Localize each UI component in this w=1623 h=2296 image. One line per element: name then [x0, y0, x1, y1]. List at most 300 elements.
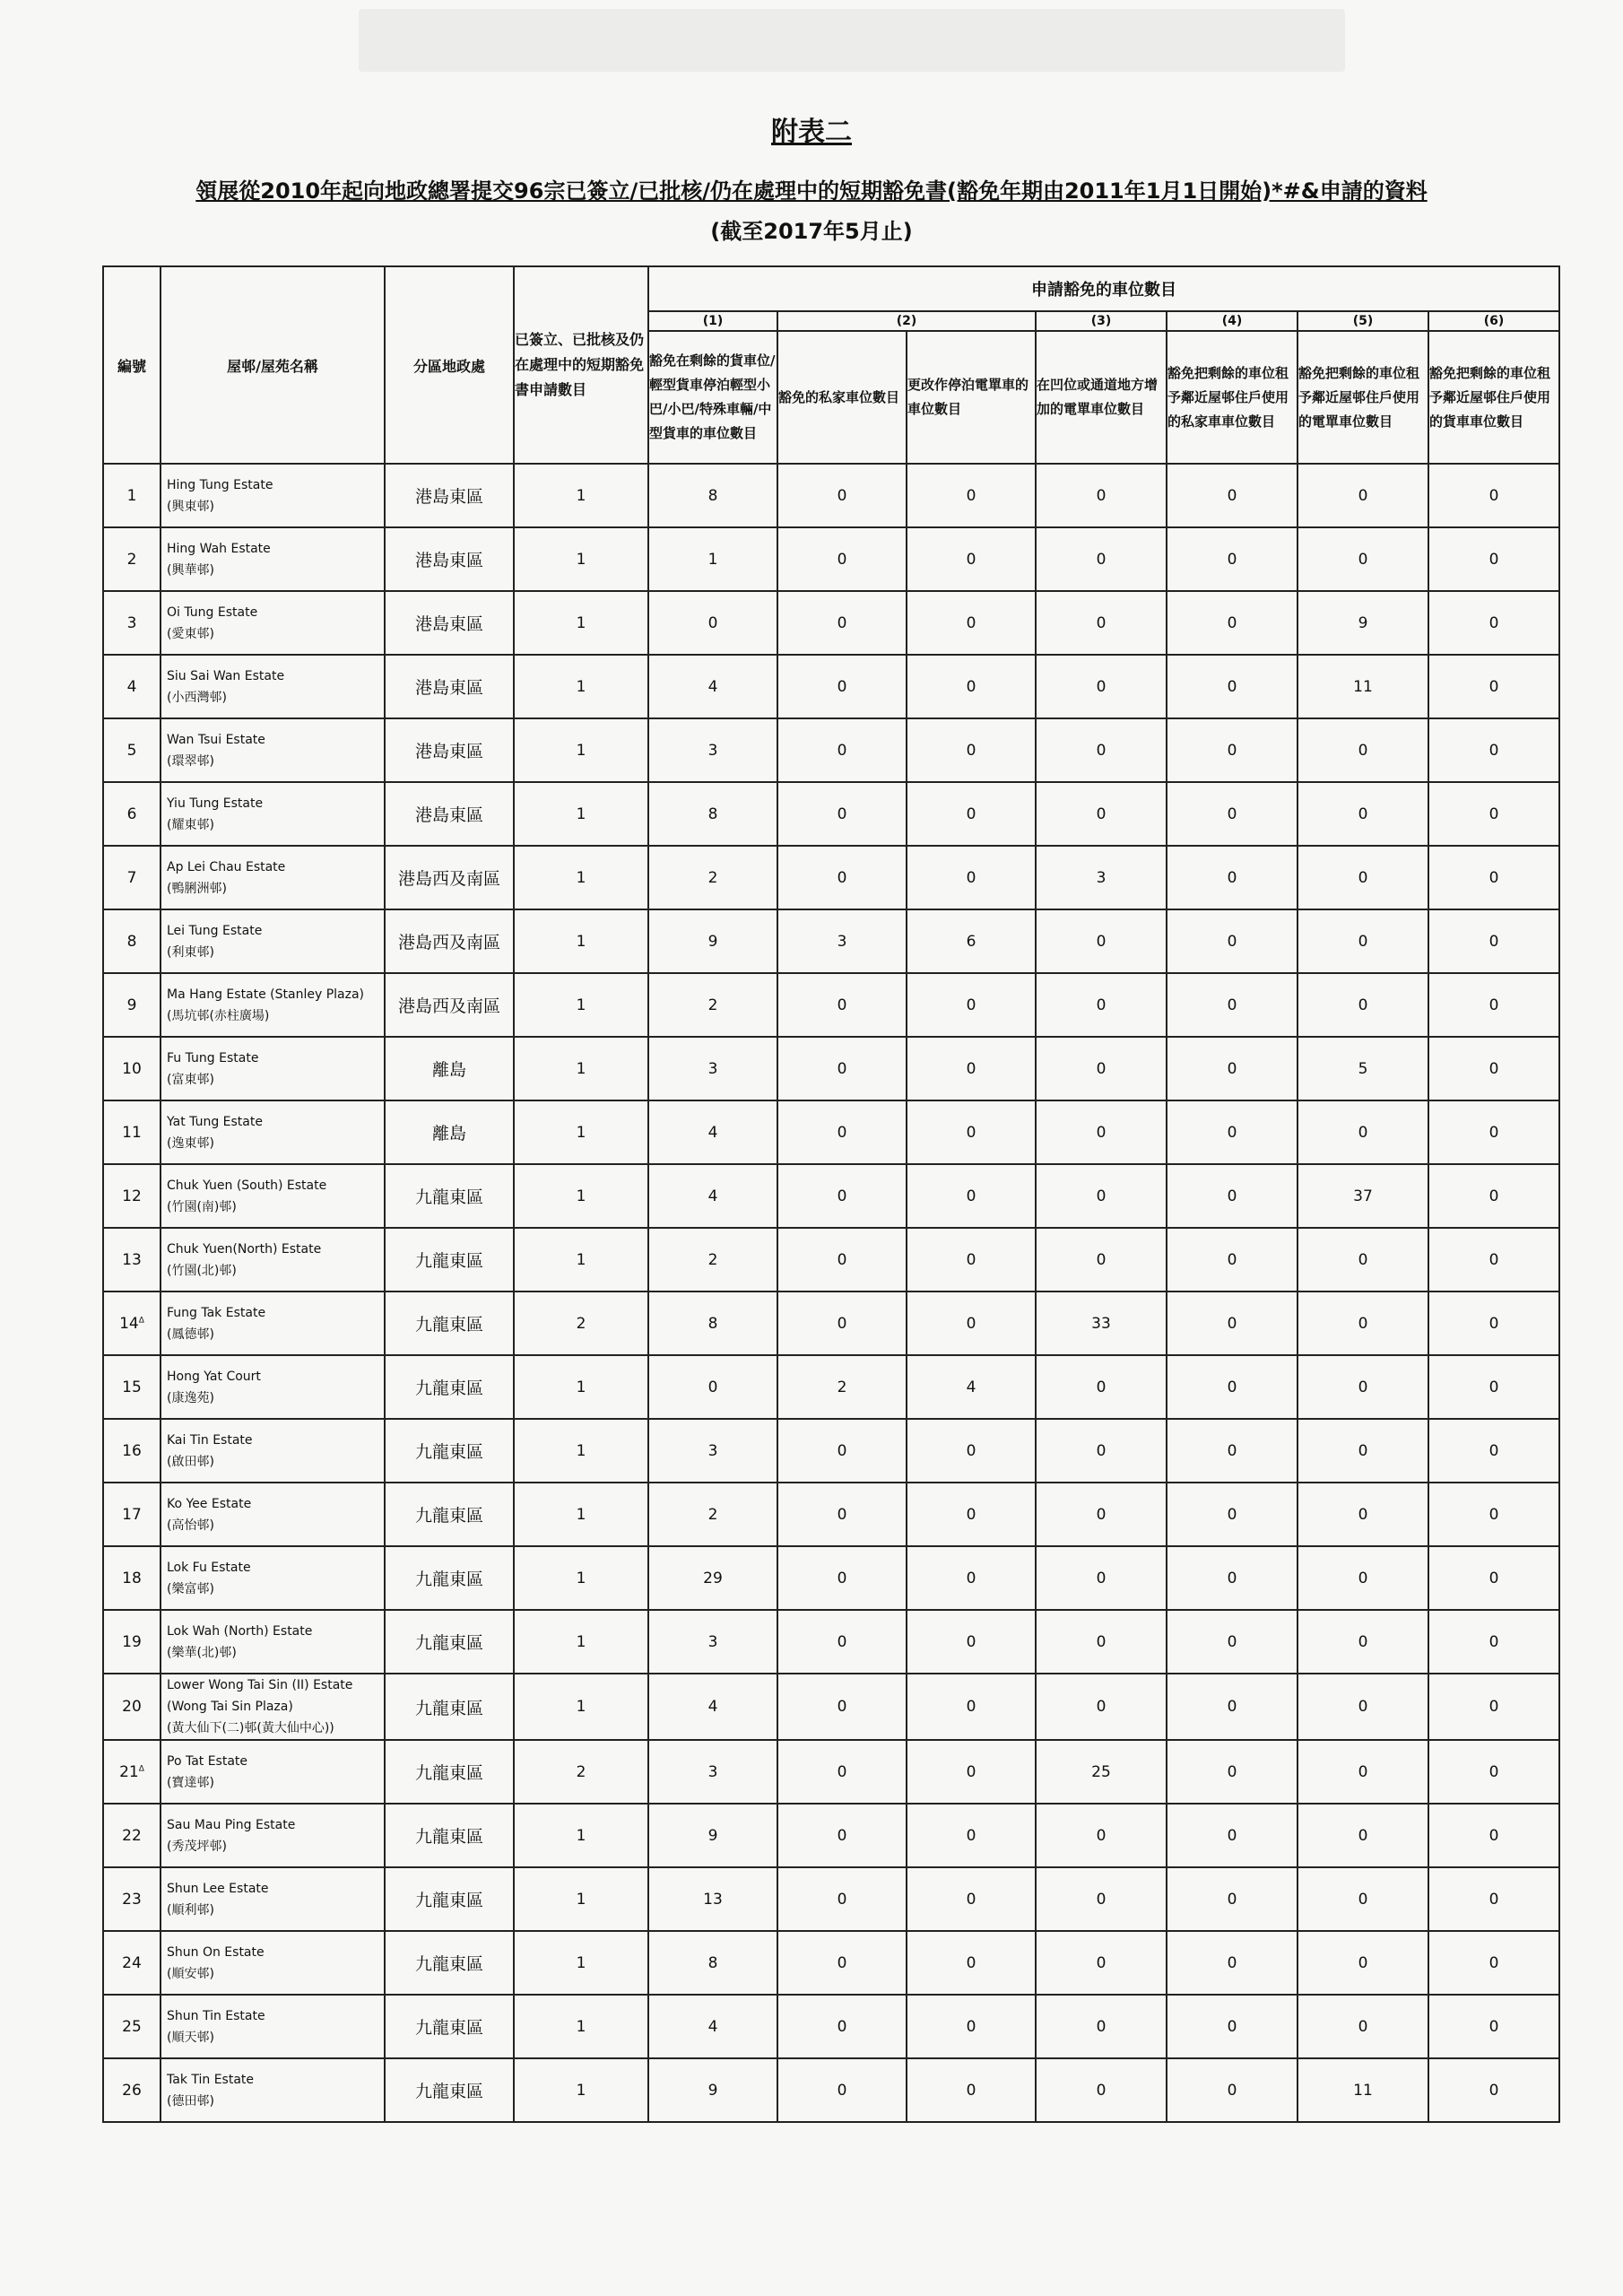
cell-c2b: 0 — [907, 655, 1036, 718]
cell-c2a: 0 — [777, 1867, 907, 1931]
cell-c2b: 0 — [907, 1546, 1036, 1610]
table-row — [103, 1228, 1559, 1292]
cell-applications: 1 — [514, 1674, 648, 1740]
cell-c2a: 0 — [777, 1037, 907, 1100]
estate-zh: (康逸苑) — [167, 1390, 214, 1405]
cell-c1: 2 — [648, 1483, 777, 1546]
row-number: 23 — [122, 1890, 142, 1909]
cell-c4: 0 — [1167, 782, 1298, 846]
cell-c1: 9 — [648, 909, 777, 973]
header-no: 編號 — [103, 266, 161, 464]
row-number: 26 — [122, 2081, 142, 2100]
cell-no — [103, 1546, 161, 1610]
estate-zh: (興華邨) — [167, 562, 214, 578]
cell-district: 九龍東區 — [385, 1419, 514, 1483]
cell-c6: 0 — [1428, 1292, 1559, 1355]
row-number: 14 — [119, 1314, 139, 1333]
table-row — [103, 1674, 1559, 1740]
cell-c2a: 0 — [777, 1931, 907, 1995]
cell-c6: 0 — [1428, 1867, 1559, 1931]
cell-c3: 0 — [1036, 718, 1167, 782]
table-row — [103, 1100, 1559, 1164]
cell-c1: 1 — [648, 527, 777, 591]
row-mark: Δ — [138, 1763, 144, 1773]
estate-en: Kai Tin Estate — [167, 1432, 253, 1448]
cell-c1: 2 — [648, 973, 777, 1037]
estate-en: Hing Tung Estate — [167, 477, 273, 492]
cell-estate — [161, 1292, 385, 1355]
cell-c5: 0 — [1298, 1804, 1428, 1867]
cell-district: 港島東區 — [385, 464, 514, 527]
cell-estate — [161, 1228, 385, 1292]
cell-c2a: 0 — [777, 846, 907, 909]
cell-c6: 0 — [1428, 1100, 1559, 1164]
cell-c2a: 0 — [777, 1804, 907, 1867]
cell-c1: 3 — [648, 718, 777, 782]
cell-c5: 0 — [1298, 1610, 1428, 1674]
cell-c2a: 0 — [777, 1483, 907, 1546]
estate-en: Hong Yat Court — [167, 1369, 261, 1384]
cell-c5: 11 — [1298, 655, 1428, 718]
row-number: 4 — [126, 677, 137, 696]
header-sub-private-car: 豁免的私家車位數目 — [777, 331, 907, 464]
cell-c2a: 0 — [777, 1100, 907, 1164]
estate-zh: (德田邨) — [167, 2093, 214, 2109]
estate-zh: (興東邨) — [167, 499, 214, 514]
estate-zh: (寶達邨) — [167, 1775, 214, 1790]
cell-estate — [161, 718, 385, 782]
cell-district: 港島東區 — [385, 591, 514, 655]
estate-en: Lower Wong Tai Sin (II) Estate (Wong Tai Sin Plaza) — [167, 1678, 353, 1714]
cell-c4: 0 — [1167, 655, 1298, 718]
cell-estate — [161, 1037, 385, 1100]
waiver-table — [102, 265, 1560, 2123]
cell-c3: 0 — [1036, 1037, 1167, 1100]
cell-c1: 4 — [648, 655, 777, 718]
header-applications: 已簽立、已批核及仍在處理中的短期豁免書申請數目 — [514, 266, 648, 464]
table-row — [103, 1610, 1559, 1674]
cell-district: 港島東區 — [385, 655, 514, 718]
estate-zh: (利東邨) — [167, 944, 214, 960]
cell-c5: 11 — [1298, 2058, 1428, 2122]
cell-c2b: 0 — [907, 846, 1036, 909]
cell-c2b: 0 — [907, 718, 1036, 782]
cell-c2b: 0 — [907, 1164, 1036, 1228]
cell-c2b: 0 — [907, 1037, 1036, 1100]
cell-applications: 1 — [514, 655, 648, 718]
cell-c5: 0 — [1298, 973, 1428, 1037]
cell-c4: 0 — [1167, 1228, 1298, 1292]
header-col-1: (1) — [648, 311, 777, 331]
cell-c6: 0 — [1428, 1355, 1559, 1419]
table-row — [103, 718, 1559, 782]
cell-applications: 1 — [514, 2058, 648, 2122]
cell-no — [103, 527, 161, 591]
cell-applications: 2 — [514, 1740, 648, 1804]
header-col-4: (4) — [1167, 311, 1298, 331]
cell-c2b: 0 — [907, 1804, 1036, 1867]
row-number: 6 — [126, 804, 137, 823]
cell-c2a: 0 — [777, 464, 907, 527]
table-row — [103, 464, 1559, 527]
estate-zh: (順天邨) — [167, 2030, 214, 2045]
cell-c2a: 0 — [777, 782, 907, 846]
cell-no — [103, 1610, 161, 1674]
cell-applications: 1 — [514, 464, 648, 527]
cell-c1: 13 — [648, 1867, 777, 1931]
row-number: 7 — [126, 868, 137, 887]
cell-district: 九龍東區 — [385, 1804, 514, 1867]
cell-c3: 0 — [1036, 1931, 1167, 1995]
cell-c4: 0 — [1167, 1100, 1298, 1164]
cell-no — [103, 1740, 161, 1804]
cell-c2a: 0 — [777, 1674, 907, 1740]
cell-c2a: 0 — [777, 527, 907, 591]
cell-c5: 0 — [1298, 1228, 1428, 1292]
cell-c2a: 0 — [777, 1610, 907, 1674]
cell-c3: 0 — [1036, 1483, 1167, 1546]
header-sub-add-motorcycle: 在凹位或通道地方增加的電單車位數目 — [1036, 331, 1167, 464]
cell-no — [103, 909, 161, 973]
cell-c5: 0 — [1298, 782, 1428, 846]
cell-c2b: 0 — [907, 1995, 1036, 2058]
cell-c3: 0 — [1036, 527, 1167, 591]
cell-c2b: 0 — [907, 1419, 1036, 1483]
estate-zh: (富東邨) — [167, 1072, 214, 1087]
cell-c4: 0 — [1167, 909, 1298, 973]
estate-en: Chuk Yuen (South) Estate — [167, 1178, 327, 1193]
cell-estate — [161, 782, 385, 846]
cell-c2a: 2 — [777, 1355, 907, 1419]
cell-district: 九龍東區 — [385, 2058, 514, 2122]
cell-c2b: 0 — [907, 527, 1036, 591]
cell-estate — [161, 1483, 385, 1546]
cell-no — [103, 973, 161, 1037]
cell-estate — [161, 1419, 385, 1483]
estate-en: Yat Tung Estate — [167, 1114, 263, 1129]
cell-c6: 0 — [1428, 846, 1559, 909]
row-number: 20 — [122, 1698, 142, 1716]
page-title: 附表二 — [771, 117, 852, 148]
cell-no — [103, 1100, 161, 1164]
cell-no — [103, 782, 161, 846]
row-mark: Δ — [138, 1315, 144, 1325]
cell-c1: 8 — [648, 1931, 777, 1995]
cell-district: 九龍東區 — [385, 1483, 514, 1546]
cell-estate — [161, 527, 385, 591]
cell-applications: 1 — [514, 846, 648, 909]
row-number: 25 — [122, 2017, 142, 2036]
cell-c5: 9 — [1298, 591, 1428, 655]
cell-c2a: 0 — [777, 655, 907, 718]
cell-estate — [161, 846, 385, 909]
row-number: 5 — [126, 741, 137, 760]
cell-applications: 1 — [514, 591, 648, 655]
cell-c5: 0 — [1298, 1483, 1428, 1546]
cell-applications: 1 — [514, 1100, 648, 1164]
estate-en: Oi Tung Estate — [167, 604, 258, 620]
cell-c1: 3 — [648, 1419, 777, 1483]
cell-estate — [161, 2058, 385, 2122]
cell-no — [103, 1674, 161, 1740]
cell-c1: 9 — [648, 2058, 777, 2122]
cell-c4: 0 — [1167, 1931, 1298, 1995]
cell-c3: 0 — [1036, 909, 1167, 973]
header-spaces: 申請豁免的車位數目 — [648, 266, 1559, 311]
estate-zh: (啟田邨) — [167, 1454, 214, 1469]
cell-c4: 0 — [1167, 718, 1298, 782]
cell-applications: 1 — [514, 782, 648, 846]
cell-c2b: 0 — [907, 1100, 1036, 1164]
cell-c2b: 0 — [907, 1610, 1036, 1674]
cell-c4: 0 — [1167, 1483, 1298, 1546]
cell-c4: 0 — [1167, 2058, 1298, 2122]
estate-zh: (環翠邨) — [167, 753, 214, 769]
cell-c6: 0 — [1428, 782, 1559, 846]
cell-district: 離島 — [385, 1037, 514, 1100]
cell-district: 九龍東區 — [385, 1674, 514, 1740]
cell-c2b: 0 — [907, 1483, 1036, 1546]
cell-c5: 5 — [1298, 1037, 1428, 1100]
cell-c5: 0 — [1298, 1867, 1428, 1931]
cell-estate — [161, 591, 385, 655]
cell-district: 港島西及南區 — [385, 846, 514, 909]
cell-district: 港島東區 — [385, 718, 514, 782]
estate-zh: (順利邨) — [167, 1902, 214, 1918]
cell-c5: 0 — [1298, 1292, 1428, 1355]
cell-c3: 0 — [1036, 1610, 1167, 1674]
cell-c1: 2 — [648, 1228, 777, 1292]
cell-c3: 25 — [1036, 1740, 1167, 1804]
cell-c2a: 3 — [777, 909, 907, 973]
cell-district: 九龍東區 — [385, 1931, 514, 1995]
cell-c1: 29 — [648, 1546, 777, 1610]
cell-estate — [161, 1355, 385, 1419]
table-row — [103, 2058, 1559, 2122]
cell-district: 九龍東區 — [385, 1740, 514, 1804]
cell-c2b: 6 — [907, 909, 1036, 973]
table-row — [103, 1292, 1559, 1355]
cell-c6: 0 — [1428, 1164, 1559, 1228]
table-row — [103, 782, 1559, 846]
cell-estate — [161, 464, 385, 527]
cell-district: 九龍東區 — [385, 1228, 514, 1292]
row-number: 11 — [122, 1123, 142, 1142]
cell-c5: 0 — [1298, 1995, 1428, 2058]
row-number: 3 — [126, 613, 137, 632]
cell-no — [103, 1037, 161, 1100]
estate-zh: (高怡邨) — [167, 1518, 214, 1533]
cell-no — [103, 846, 161, 909]
cell-c4: 0 — [1167, 1037, 1298, 1100]
cell-no — [103, 718, 161, 782]
header-sub-convert-motorcycle: 更改作停泊電單車的車位數目 — [907, 331, 1036, 464]
cell-applications: 1 — [514, 909, 648, 973]
cell-c5: 0 — [1298, 1355, 1428, 1419]
scan-shadow — [359, 9, 1345, 72]
header-col-2: (2) — [777, 311, 1036, 331]
estate-zh: (竹園(北)邨) — [167, 1263, 237, 1278]
estate-zh: (鳳德邨) — [167, 1326, 214, 1342]
cell-district: 離島 — [385, 1100, 514, 1164]
cell-c3: 0 — [1036, 2058, 1167, 2122]
table-row — [103, 1867, 1559, 1931]
cell-c2b: 4 — [907, 1355, 1036, 1419]
cell-c3: 33 — [1036, 1292, 1167, 1355]
cell-district: 港島東區 — [385, 527, 514, 591]
cell-c1: 4 — [648, 1164, 777, 1228]
estate-en: Ma Hang Estate (Stanley Plaza) — [167, 987, 365, 1002]
cell-applications: 1 — [514, 1419, 648, 1483]
cell-district: 九龍東區 — [385, 1355, 514, 1419]
cell-applications: 1 — [514, 1037, 648, 1100]
cell-applications: 1 — [514, 1164, 648, 1228]
as-of-date: (截至2017年5月止) — [710, 219, 913, 244]
cell-c2b: 0 — [907, 2058, 1036, 2122]
table-row — [103, 527, 1559, 591]
cell-c6: 0 — [1428, 1674, 1559, 1740]
cell-c2b: 0 — [907, 1931, 1036, 1995]
cell-c6: 0 — [1428, 1228, 1559, 1292]
cell-c2a: 0 — [777, 973, 907, 1037]
cell-c4: 0 — [1167, 1419, 1298, 1483]
cell-c6: 0 — [1428, 1610, 1559, 1674]
cell-c1: 0 — [648, 1355, 777, 1419]
cell-c1: 8 — [648, 1292, 777, 1355]
estate-zh: (順安邨) — [167, 1966, 214, 1981]
cell-c6: 0 — [1428, 464, 1559, 527]
cell-c2a: 0 — [777, 1164, 907, 1228]
row-number: 21 — [119, 1762, 139, 1781]
cell-c6: 0 — [1428, 1931, 1559, 1995]
cell-c3: 0 — [1036, 591, 1167, 655]
cell-c4: 0 — [1167, 1674, 1298, 1740]
estate-en: Lei Tung Estate — [167, 923, 263, 938]
cell-c2a: 0 — [777, 718, 907, 782]
cell-c1: 0 — [648, 591, 777, 655]
cell-no — [103, 1867, 161, 1931]
cell-c5: 0 — [1298, 718, 1428, 782]
cell-c4: 0 — [1167, 527, 1298, 591]
cell-c4: 0 — [1167, 1292, 1298, 1355]
table-row — [103, 1037, 1559, 1100]
cell-no — [103, 464, 161, 527]
cell-estate — [161, 1100, 385, 1164]
cell-no — [103, 1164, 161, 1228]
header-col-5: (5) — [1298, 311, 1428, 331]
estate-zh: (馬坑邨(赤柱廣場) — [167, 1008, 270, 1023]
cell-c6: 0 — [1428, 1037, 1559, 1100]
cell-c5: 37 — [1298, 1164, 1428, 1228]
cell-estate — [161, 655, 385, 718]
table-row — [103, 909, 1559, 973]
cell-estate — [161, 1674, 385, 1740]
cell-c6: 0 — [1428, 1546, 1559, 1610]
cell-no — [103, 1931, 161, 1995]
cell-district: 港島西及南區 — [385, 973, 514, 1037]
cell-applications: 1 — [514, 1931, 648, 1995]
estate-en: Fung Tak Estate — [167, 1305, 266, 1320]
cell-no — [103, 1483, 161, 1546]
cell-applications: 1 — [514, 1228, 648, 1292]
cell-district: 九龍東區 — [385, 1292, 514, 1355]
cell-c1: 3 — [648, 1610, 777, 1674]
cell-c3: 0 — [1036, 1228, 1167, 1292]
cell-estate — [161, 1610, 385, 1674]
row-number: 17 — [122, 1505, 142, 1524]
header-district: 分區地政處 — [385, 266, 514, 464]
cell-c5: 0 — [1298, 1740, 1428, 1804]
header-sub-goods-vehicle: 豁免在剩餘的貨車位/輕型貨車停泊輕型小巴/小巴/特殊車輛/中型貨車的車位數目 — [648, 331, 777, 464]
cell-c2b: 0 — [907, 464, 1036, 527]
cell-no — [103, 655, 161, 718]
estate-en: Shun Lee Estate — [167, 1881, 269, 1896]
cell-c6: 0 — [1428, 1804, 1559, 1867]
cell-c1: 3 — [648, 1037, 777, 1100]
header-sub-lease-motorcycle: 豁免把剩餘的車位租予鄰近屋邨住戶使用的電單車位數目 — [1298, 331, 1428, 464]
cell-c3: 0 — [1036, 1164, 1167, 1228]
cell-c5: 0 — [1298, 909, 1428, 973]
estate-en: Lok Wah (North) Estate — [167, 1623, 313, 1639]
cell-c4: 0 — [1167, 1164, 1298, 1228]
cell-applications: 1 — [514, 1483, 648, 1546]
cell-c5: 0 — [1298, 1100, 1428, 1164]
cell-c5: 0 — [1298, 1546, 1428, 1610]
cell-c4: 0 — [1167, 1995, 1298, 2058]
estate-en: Po Tat Estate — [167, 1753, 248, 1769]
cell-c6: 0 — [1428, 1995, 1559, 2058]
estate-en: Ap Lei Chau Estate — [167, 859, 286, 874]
cell-estate — [161, 1995, 385, 2058]
cell-c2b: 0 — [907, 1292, 1036, 1355]
cell-c6: 0 — [1428, 591, 1559, 655]
cell-c2a: 0 — [777, 1740, 907, 1804]
cell-c3: 0 — [1036, 655, 1167, 718]
estate-en: Lok Fu Estate — [167, 1560, 251, 1575]
estate-en: Yiu Tung Estate — [167, 796, 264, 811]
row-number: 15 — [122, 1378, 142, 1396]
cell-estate — [161, 973, 385, 1037]
cell-c4: 0 — [1167, 1804, 1298, 1867]
cell-estate — [161, 1740, 385, 1804]
cell-applications: 1 — [514, 527, 648, 591]
row-number: 13 — [122, 1250, 142, 1269]
cell-c2b: 0 — [907, 1674, 1036, 1740]
table-row — [103, 1419, 1559, 1483]
cell-no — [103, 1995, 161, 2058]
table-row — [103, 1804, 1559, 1867]
cell-c2a: 0 — [777, 1292, 907, 1355]
cell-c1: 4 — [648, 1995, 777, 2058]
header-estate: 屋邨/屋苑名稱 — [161, 266, 385, 464]
cell-no — [103, 1228, 161, 1292]
cell-c2b: 0 — [907, 782, 1036, 846]
row-number: 24 — [122, 1953, 142, 1972]
cell-c3: 0 — [1036, 1419, 1167, 1483]
row-number: 22 — [122, 1826, 142, 1845]
cell-c4: 0 — [1167, 1546, 1298, 1610]
cell-district: 九龍東區 — [385, 1610, 514, 1674]
estate-zh: (鴨脷洲邨) — [167, 881, 227, 896]
table-row — [103, 1546, 1559, 1610]
cell-c2a: 0 — [777, 591, 907, 655]
cell-estate — [161, 1546, 385, 1610]
cell-c3: 0 — [1036, 1867, 1167, 1931]
cell-no — [103, 1804, 161, 1867]
cell-applications: 1 — [514, 718, 648, 782]
cell-applications: 1 — [514, 973, 648, 1037]
row-number: 2 — [126, 550, 137, 569]
